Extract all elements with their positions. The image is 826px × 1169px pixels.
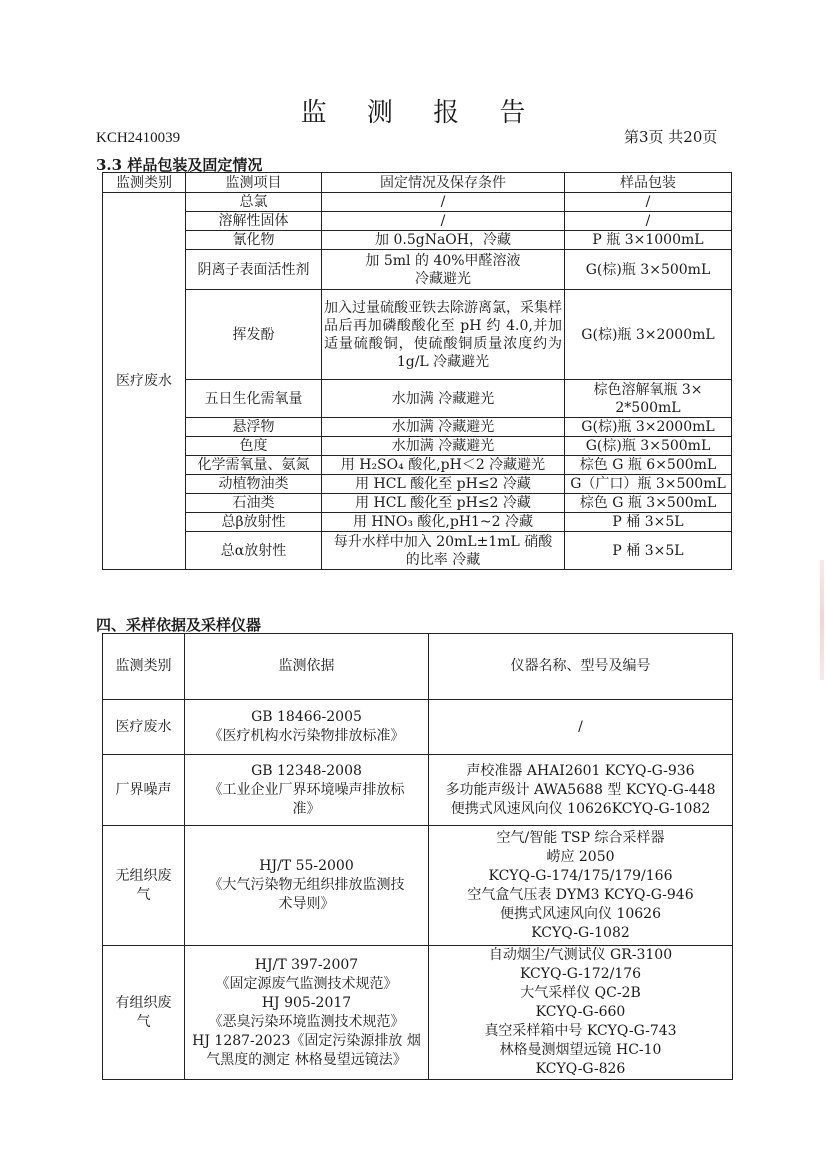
column-header: 监测项目 [186,173,322,193]
basis-cell: GB 18466-2005 《医疗机构水污染物排放标准》 [185,700,429,755]
item-cell: 动植物油类 [186,475,322,494]
fixation-cell: 水加满 冷藏避光 [322,380,565,418]
fixation-cell: 加 5ml 的 40%甲醛溶液 冷藏避光 [322,250,565,290]
instruments-cell: 声校准器 AHAI2601 KCYQ-G-936 多功能声级计 AWA5688 型 KCYQ-G-448 便携式风速风向仪 10626KCYQ-G-1082 [429,755,733,826]
table-row [103,532,732,570]
section-heading-sample-packaging: 3.3 样品包装及固定情况 [96,156,263,174]
item-cell: 氰化物 [186,231,322,250]
table-row [103,212,732,231]
category-cell: 无组织废 气 [103,826,185,946]
table-row [103,418,732,437]
table-row [103,250,732,290]
table-header-row [103,634,733,700]
packaging-cell: G(棕)瓶 3×500mL [565,437,732,456]
packaging-cell: G(棕)瓶 3×2000mL [565,418,732,437]
fixation-cell: 水加满 冷藏避光 [322,437,565,456]
section-heading-sampling-basis: 四、采样依据及采样仪器 [96,616,262,634]
fixation-cell: 加 0.5gNaOH，冷藏 [322,231,565,250]
basis-cell: HJ/T 397-2007 《固定源废气监测技术规范》 HJ 905-2017 《恶臭污染环境监测技术规范》 HJ 1287-2023《固定污染源排放 烟 气黑度的测定 林格曼望远镜法》 [185,946,429,1080]
column-header: 监测类别 [103,173,186,193]
category-cell: 医疗废水 [103,193,186,570]
packaging-cell: / [565,193,732,212]
item-cell: 总氯 [186,193,322,212]
table-row [103,193,732,212]
table-row [103,456,732,475]
packaging-cell: P 桶 3×5L [565,532,732,570]
fixation-cell: 用 HNO₃ 酸化,pH1~2 冷藏 [322,513,565,532]
sampling-basis-table [102,633,733,1080]
table-row [103,700,733,755]
table-row [103,494,732,513]
table-row [103,290,732,380]
fixation-cell: 用 HCL 酸化至 pH≤2 冷藏 [322,494,565,513]
table-row [103,755,733,826]
item-cell: 石油类 [186,494,322,513]
table-row [103,513,732,532]
fixation-cell: 水加满 冷藏避光 [322,418,565,437]
column-header: 样品包装 [565,173,732,193]
basis-cell: HJ/T 55-2000 《大气污染物无组织排放监测技 术导则》 [185,826,429,946]
table-row [103,437,732,456]
table-row [103,380,732,418]
page-title: 监 测 报 告 [300,98,542,128]
packaging-cell: 棕色 G 瓶 3×500mL [565,494,732,513]
column-header: 监测类别 [103,634,185,700]
fixation-cell: / [322,193,565,212]
page-number: 第3页 共20页 [624,128,718,146]
item-cell: 化学需氧量、氨氮 [186,456,322,475]
category-cell: 厂界噪声 [103,755,185,826]
basis-cell: GB 12348-2008 《工业企业厂界环境噪声排放标 准》 [185,755,429,826]
fixation-cell: 用 H₂SO₄ 酸化,pH＜2 冷藏避光 [322,456,565,475]
item-cell: 挥发酚 [186,290,322,380]
column-header: 仪器名称、型号及编号 [429,634,733,700]
sample-packaging-table [102,172,732,570]
packaging-cell: P 瓶 3×1000mL [565,231,732,250]
fixation-cell: / [322,212,565,231]
item-cell: 溶解性固体 [186,212,322,231]
packaging-cell: G(棕)瓶 3×500mL [565,250,732,290]
margin-stamp-mark [820,560,824,680]
fixation-cell: 用 HCL 酸化至 pH≤2 冷藏 [322,475,565,494]
fixation-cell: 每升水样中加入 20mL±1mL 硝酸 的比率 冷藏 [322,532,565,570]
packaging-cell: / [565,212,732,231]
packaging-cell: 棕色 G 瓶 6×500mL [565,456,732,475]
item-cell: 五日生化需氧量 [186,380,322,418]
fixation-cell: 加入过量硫酸亚铁去除游离氯，采集样品后再加磷酸酸化至 pH 约 4.0,并加适量硫酸铜，使硫酸铜质量浓度约为 1g/L 冷藏避光 [322,290,565,380]
item-cell: 阴离子表面活性剂 [186,250,322,290]
instruments-cell: / [429,700,733,755]
table-row [103,475,732,494]
packaging-cell: G（广口）瓶 3×500mL [565,475,732,494]
column-header: 监测依据 [185,634,429,700]
category-cell: 有组织废 气 [103,946,185,1080]
table-header-row [103,173,732,193]
column-header: 固定情况及保存条件 [322,173,565,193]
instruments-cell: 自动烟尘/气测试仪 GR-3100 KCYQ-G-172/176 大气采样仪 QC-2B KCYQ-G-660 真空采样箱中号 KCYQ-G-743 林格曼测烟望远镜 HC-10 KCYQ-G-826 [429,946,733,1080]
category-cell: 医疗废水 [103,700,185,755]
item-cell: 悬浮物 [186,418,322,437]
table-row [103,946,733,1080]
packaging-cell: 棕色溶解氧瓶 3× 2*500mL [565,380,732,418]
table-row [103,826,733,946]
document-id: KCH2410039 [96,130,181,146]
packaging-cell: P 桶 3×5L [565,513,732,532]
item-cell: 色度 [186,437,322,456]
item-cell: 总β放射性 [186,513,322,532]
packaging-cell: G(棕)瓶 3×2000mL [565,290,732,380]
item-cell: 总α放射性 [186,532,322,570]
instruments-cell: 空气/智能 TSP 综合采样器 崂应 2050 KCYQ-G-174/175/179/166 空气盒气压表 DYM3 KCYQ-G-946 便携式风速风向仪 10626 KCYQ-G-1082 [429,826,733,946]
table-row [103,231,732,250]
